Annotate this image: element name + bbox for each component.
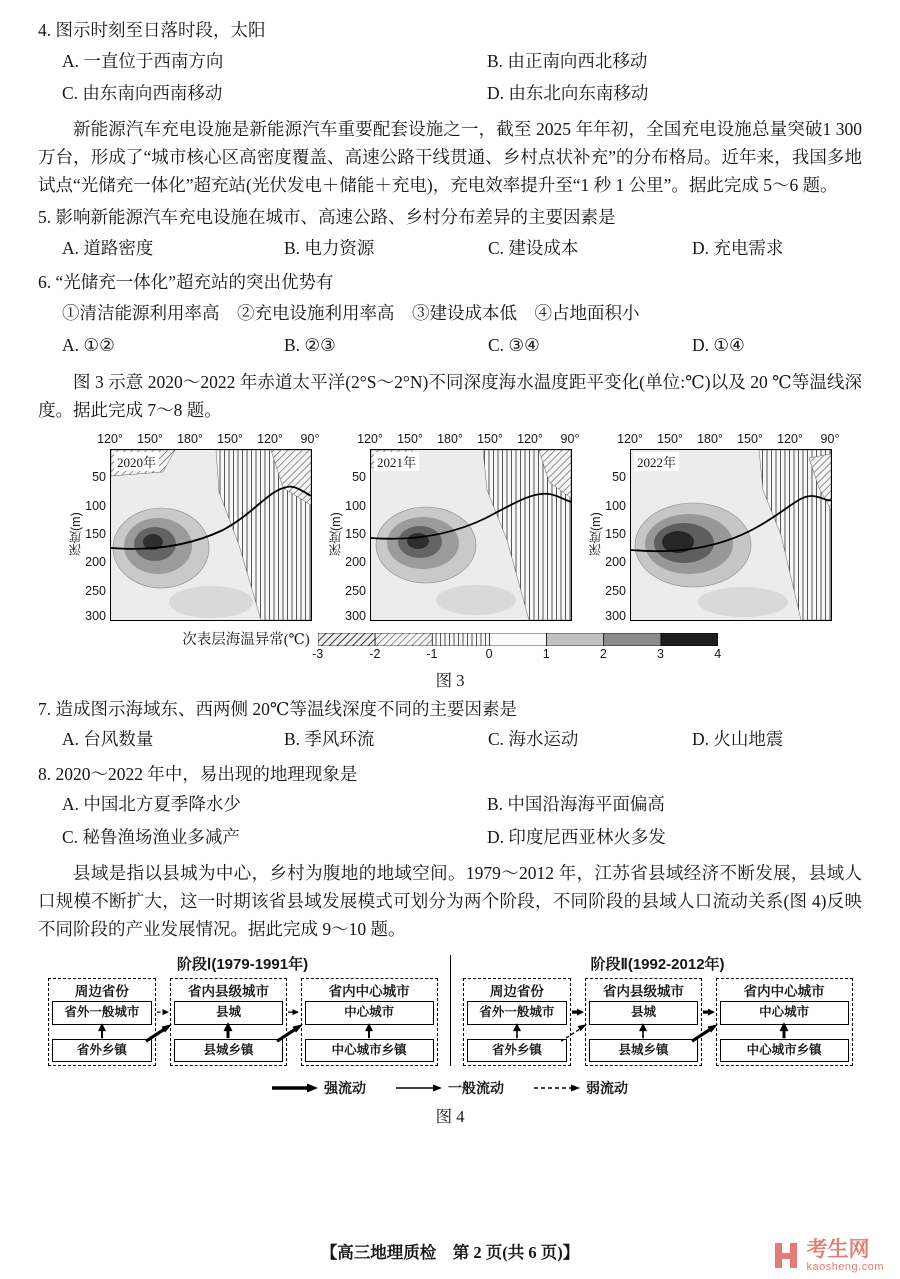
option-c: C. ③④ <box>488 335 540 356</box>
y-tick-label: 250 <box>345 583 366 598</box>
legend-item-strong <box>272 1078 366 1098</box>
y-tick-label: 150 <box>605 526 626 541</box>
x-axis-ticks <box>617 431 840 449</box>
option-b: B. 由正南向西北移动 <box>487 50 648 71</box>
question-7 <box>38 696 862 756</box>
kaosheng-logo-icon <box>773 1243 799 1268</box>
fig4-stage-1 <box>48 953 438 1066</box>
option-c: C. 由东南向西南移动 <box>62 83 223 104</box>
legend-colorbar-graphic <box>318 633 718 646</box>
legend-tick: 2 <box>599 646 607 661</box>
x-tick-label: 90° <box>560 431 580 446</box>
x-tick-label: 150° <box>657 431 683 446</box>
panel-year-label: 2020年 <box>114 452 159 471</box>
y-axis-ticks <box>84 449 110 623</box>
option-row <box>38 45 862 77</box>
legend-item-normal <box>396 1078 504 1098</box>
weak-flow-arrow-icon <box>534 1082 580 1094</box>
contour-plot <box>110 449 312 621</box>
x-tick-label: 120° <box>97 431 123 446</box>
y-tick-label: 300 <box>345 608 366 623</box>
watermark-text <box>806 1239 884 1273</box>
question-stem: 6. “光储充一体化”超充站的突出优势有 <box>38 272 334 293</box>
column-central-cities <box>716 978 853 1066</box>
panel-year-label: 2022年 <box>634 452 679 471</box>
option-b: B. 季风环流 <box>284 729 375 750</box>
page-footer: 【高三地理质检 第 2 页(共 6 页)】 <box>320 1243 580 1262</box>
y-tick-label: 50 <box>92 469 106 484</box>
stage-title: 阶段Ⅱ(1992-2012年) <box>590 956 725 974</box>
plot-row <box>588 449 832 621</box>
arrow-gap <box>52 1025 153 1039</box>
option-row <box>38 329 862 361</box>
legend-tick: 4 <box>714 646 722 661</box>
legend-tick: 1 <box>542 646 550 661</box>
fig3-legend <box>38 633 862 662</box>
x-tick-label: 150° <box>477 431 503 446</box>
x-tick-label: 180° <box>177 431 203 446</box>
strong-flow-arrow-icon <box>272 1082 318 1094</box>
column-neighbor-provinces <box>48 978 157 1066</box>
node-box: 县城 <box>589 1001 697 1025</box>
y-tick-label: 250 <box>605 583 626 598</box>
node-box: 中心城市 <box>720 1001 849 1025</box>
arrow-gap <box>305 1025 434 1039</box>
figure-3-caption: 图 3 <box>435 670 465 690</box>
figure-3 <box>38 432 862 691</box>
x-tick-label: 90° <box>300 431 320 446</box>
legend-label: 弱流动 <box>586 1080 628 1097</box>
x-tick-label: 90° <box>820 431 840 446</box>
y-tick-label: 50 <box>612 469 626 484</box>
node-box: 中心城市乡镇 <box>305 1039 434 1063</box>
option-row <box>38 788 862 820</box>
legend-tick: -3 <box>312 646 324 661</box>
y-tick-label: 200 <box>605 554 626 569</box>
x-axis-ticks <box>97 431 320 449</box>
node-box: 县城乡镇 <box>174 1039 282 1063</box>
x-tick-label: 180° <box>697 431 723 446</box>
option-c: C. 秘鲁渔场渔业多减产 <box>62 826 240 847</box>
contour-plot-2022-graphic <box>631 450 831 620</box>
passage-charging-facilities: 新能源汽车充电设施是新能源汽车重要配套设施之一，截至 2025 年年初，全国充电设施总量突破1 300 万台，形成了“城市核心区高密度覆盖、高速公路干线贯通、乡村点状补充”的分布格局。近年来，我国多地试点“光储充一体化”超充站(光伏发电＋储能＋充电)，充电效率提升至“1 秒 1 公里”。据此完成 5～6 题。 <box>38 119 862 196</box>
fig3-panel-2022 <box>588 431 840 623</box>
fig3-panel-2020 <box>68 431 320 623</box>
x-tick-label: 120° <box>777 431 803 446</box>
option-d: D. 由东北向东南移动 <box>487 83 649 104</box>
node-box: 省外一般城市 <box>52 1001 153 1025</box>
legend-tick-labels <box>312 646 722 662</box>
x-tick-label: 180° <box>437 431 463 446</box>
y-tick-label: 150 <box>85 526 106 541</box>
x-tick-label: 150° <box>137 431 163 446</box>
x-axis-ticks <box>357 431 580 449</box>
contour-plot-2021-graphic <box>371 450 571 620</box>
legend-tick: -2 <box>369 646 381 661</box>
arrow-gap <box>589 1025 697 1039</box>
contour-plot <box>630 449 832 621</box>
y-tick-label: 300 <box>605 608 626 623</box>
figure-4 <box>38 953 862 1127</box>
option-a: A. 中国北方夏季降水少 <box>62 794 241 815</box>
x-tick-label: 120° <box>257 431 283 446</box>
column-header: 省内县级城市 <box>188 984 269 1000</box>
y-tick-label: 50 <box>352 469 366 484</box>
y-tick-label: 150 <box>345 526 366 541</box>
option-a: A. 台风数量 <box>62 729 154 750</box>
option-d: D. 火山地震 <box>692 729 784 750</box>
y-axis-ticks <box>344 449 370 623</box>
figure-4-stages <box>38 953 862 1066</box>
option-row <box>38 77 862 109</box>
plot-row <box>68 449 312 621</box>
column-central-cities <box>301 978 438 1066</box>
stage-diagram <box>463 978 853 1066</box>
node-box: 中心城市乡镇 <box>720 1039 849 1063</box>
node-box: 中心城市 <box>305 1001 434 1025</box>
watermark-site-domain: kaosheng.com <box>806 1261 884 1273</box>
column-header: 省内中心城市 <box>743 984 825 1000</box>
column-county-cities <box>170 978 286 1066</box>
node-box: 县城 <box>174 1001 282 1025</box>
option-d: D. 印度尼西亚林火多发 <box>487 826 666 847</box>
option-b: B. 中国沿海海平面偏高 <box>487 794 665 815</box>
option-a: A. ①② <box>62 335 115 356</box>
legend-tick: -1 <box>426 646 438 661</box>
y-axis-label: 深度(m) <box>589 511 603 556</box>
y-axis-label: 深度(m) <box>329 511 343 556</box>
question-stem: 8. 2020～2022 年中，易出现的地理现象是 <box>38 763 358 784</box>
numbered-statements: ①清洁能源利用率高 ②充电设施利用率高 ③建设成本低 ④占地面积小 <box>62 303 640 324</box>
x-tick-label: 120° <box>517 431 543 446</box>
y-tick-label: 100 <box>345 498 366 513</box>
option-row <box>38 723 862 755</box>
arrow-gap <box>174 1025 282 1039</box>
stage-title: 阶段Ⅰ(1979-1991年) <box>176 956 309 974</box>
question-stem: 7. 造成图示海域东、西两侧 20℃等温线深度不同的主要因素是 <box>38 698 517 719</box>
node-box: 省外一般城市 <box>467 1001 568 1025</box>
option-a: A. 一直位于西南方向 <box>62 50 224 71</box>
legend-item-weak <box>534 1078 628 1098</box>
option-b: B. 电力资源 <box>284 238 375 259</box>
question-stem: 5. 影响新能源汽车充电设施在城市、高速公路、乡村分布差异的主要因素是 <box>38 207 616 228</box>
plot-row <box>328 449 572 621</box>
stage-divider <box>450 955 451 1066</box>
y-tick-label: 100 <box>605 498 626 513</box>
column-header: 周边省份 <box>489 984 544 1000</box>
option-c: C. 建设成本 <box>488 238 579 259</box>
y-tick-label: 250 <box>85 583 106 598</box>
option-d: D. 充电需求 <box>692 238 784 259</box>
arrow-gap <box>720 1025 849 1039</box>
column-neighbor-provinces <box>463 978 572 1066</box>
legend-label: 强流动 <box>324 1080 366 1097</box>
x-tick-label: 150° <box>397 431 423 446</box>
fig4-stage-2 <box>463 953 853 1066</box>
y-tick-label: 200 <box>85 554 106 569</box>
question-6 <box>38 269 862 361</box>
contour-plot-2020-graphic <box>111 450 311 620</box>
legend-label: 一般流动 <box>448 1080 504 1097</box>
node-box: 县城乡镇 <box>589 1039 697 1063</box>
x-tick-label: 120° <box>617 431 643 446</box>
x-tick-label: 120° <box>357 431 383 446</box>
figure-3-panels <box>38 432 862 621</box>
option-d: D. ①④ <box>692 335 745 356</box>
fig3-panel-2021 <box>328 431 580 623</box>
normal-flow-arrow-icon <box>396 1082 442 1094</box>
y-axis-ticks <box>604 449 630 623</box>
passage-figure3-intro: 图 3 示意 2020～2022 年赤道太平洋(2°S～2°N)不同深度海水温度距平变化(单位:℃)以及 20 ℃等温线深度。据此完成 7～8 题。 <box>38 371 862 420</box>
question-8 <box>38 761 862 853</box>
panel-year-label: 2021年 <box>374 452 419 471</box>
column-header: 周边省份 <box>74 984 129 1000</box>
stage-diagram <box>48 978 438 1066</box>
legend-tick: 0 <box>485 646 493 661</box>
watermark <box>773 1239 884 1273</box>
y-tick-label: 100 <box>85 498 106 513</box>
figure-4-caption: 图 4 <box>435 1107 465 1127</box>
node-box: 省外乡镇 <box>52 1039 153 1063</box>
legend-title: 次表层海温异常(℃) <box>182 631 310 648</box>
node-box: 省外乡镇 <box>467 1039 568 1063</box>
option-row <box>38 821 862 853</box>
contour-plot <box>370 449 572 621</box>
legend-tick: 3 <box>657 646 664 661</box>
option-row <box>38 232 862 264</box>
question-5 <box>38 204 862 264</box>
watermark-site-name: 考生网 <box>806 1237 870 1261</box>
y-tick-label: 200 <box>345 554 366 569</box>
question-4 <box>38 17 862 109</box>
arrow-gap <box>467 1025 568 1039</box>
fig4-legend <box>38 1078 862 1098</box>
column-header: 省内中心城市 <box>328 984 410 1000</box>
legend-colorbar <box>312 633 722 662</box>
y-tick-label: 300 <box>85 608 106 623</box>
option-b: B. ②③ <box>284 335 336 356</box>
option-a: A. 道路密度 <box>62 238 154 259</box>
x-tick-label: 150° <box>737 431 763 446</box>
question-stem: 4. 图示时刻至日落时段，太阳 <box>38 20 266 40</box>
y-axis-label: 深度(m) <box>69 511 83 556</box>
column-county-cities <box>585 978 701 1066</box>
x-tick-label: 150° <box>217 431 243 446</box>
column-header: 省内县级城市 <box>603 984 684 1000</box>
passage-county-area: 县域是指以县城为中心，乡村为腹地的地域空间。1979～2012 年，江苏省县域经济不断发展，县域人口规模不断扩大，这一时期该省县域发展模式可划分为两个阶段，不同阶段的县域人口流动关系(图 4)反映不同阶段的产业发展情况。据此完成 9～10 题。 <box>38 863 862 940</box>
option-c: C. 海水运动 <box>488 729 579 750</box>
